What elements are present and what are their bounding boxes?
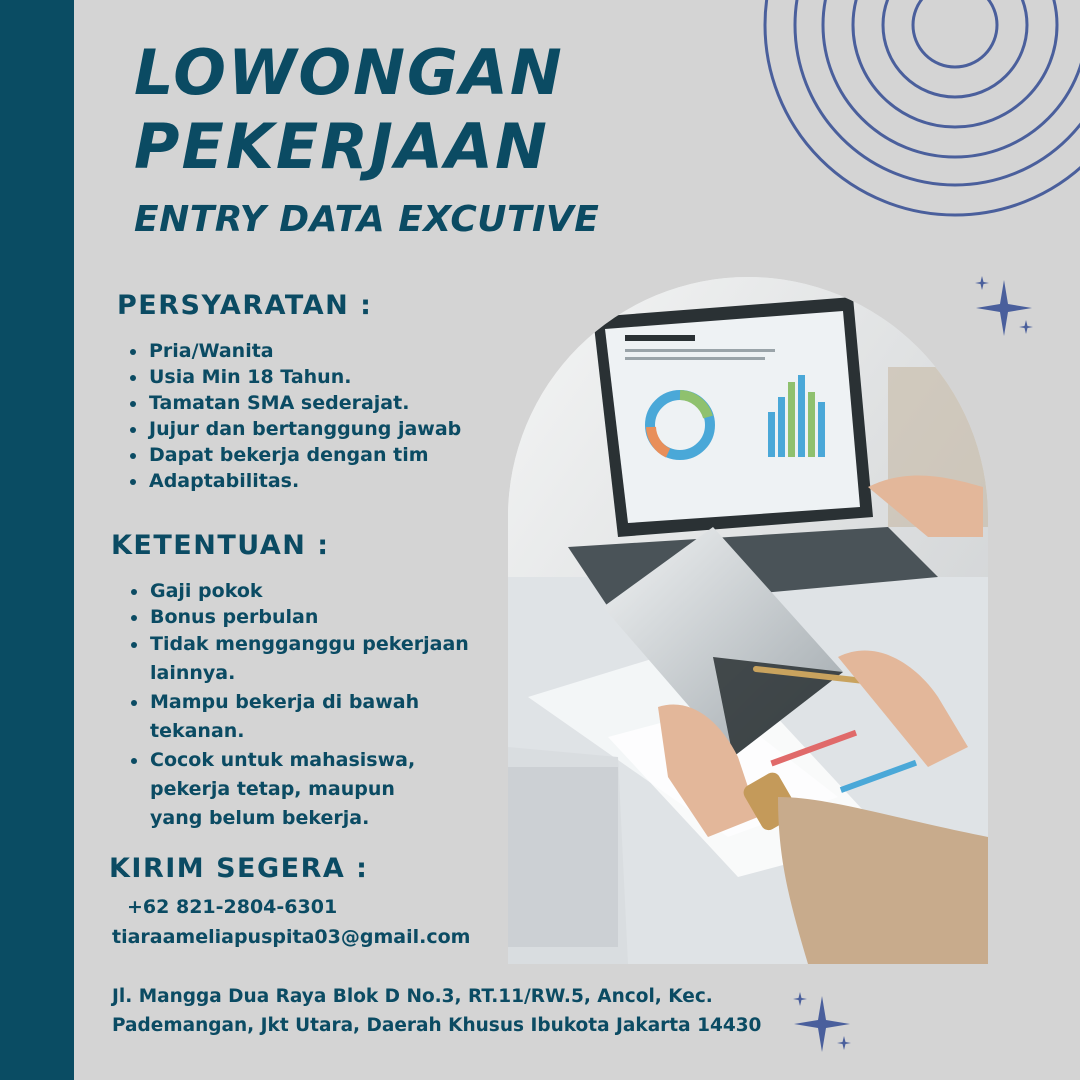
email-address[interactable]: tiaraameliapuspita03@gmail.com [112, 926, 471, 948]
list-item: Jujur dan bertanggung jawab [127, 416, 461, 442]
terms-heading: KETENTUAN : [111, 530, 330, 561]
list-item: Adaptabilitas. [127, 468, 461, 494]
terms-list [128, 578, 500, 833]
list-item: Mampu bekerja di bawah tekanan. [128, 688, 450, 746]
job-subtitle: ENTRY DATA EXCUTIVE [134, 199, 600, 240]
phone-number[interactable]: +62 821-2804-6301 [127, 896, 338, 918]
contact-heading: KIRIM SEGERA : [109, 853, 369, 884]
list-item: Gaji pokok [128, 578, 500, 604]
list-item: Dapat bekerja dengan tim [127, 442, 461, 468]
list-item: Bonus perbulan [128, 604, 500, 630]
title-line-2: PEKERJAAN [134, 110, 549, 183]
list-item: Cocok untuk mahasiswa, pekerja tetap, maupun yang belum bekerja. [128, 746, 440, 833]
sparkle-icon [968, 272, 1040, 344]
requirements-heading: PERSYARATAN : [117, 290, 373, 321]
left-accent-bar [0, 0, 74, 1080]
list-item: Pria/Wanita [127, 338, 461, 364]
list-item: Tamatan SMA sederajat. [127, 390, 461, 416]
title-line-1: LOWONGAN [134, 36, 564, 109]
requirements-list [127, 338, 461, 494]
list-item: Tidak mengganggu pekerjaan lainnya. [128, 630, 500, 688]
concentric-circles-decoration [760, 0, 1080, 220]
sparkle-icon [786, 988, 858, 1060]
office-address: Jl. Mangga Dua Raya Blok D No.3, RT.11/RW.5, Ancol, Kec. Pademangan, Jkt Utara, Daerah Khusus Ibukota Jakarta 14430 [112, 986, 762, 1036]
list-item: Usia Min 18 Tahun. [127, 364, 461, 390]
office-analytics-photo [508, 277, 988, 964]
